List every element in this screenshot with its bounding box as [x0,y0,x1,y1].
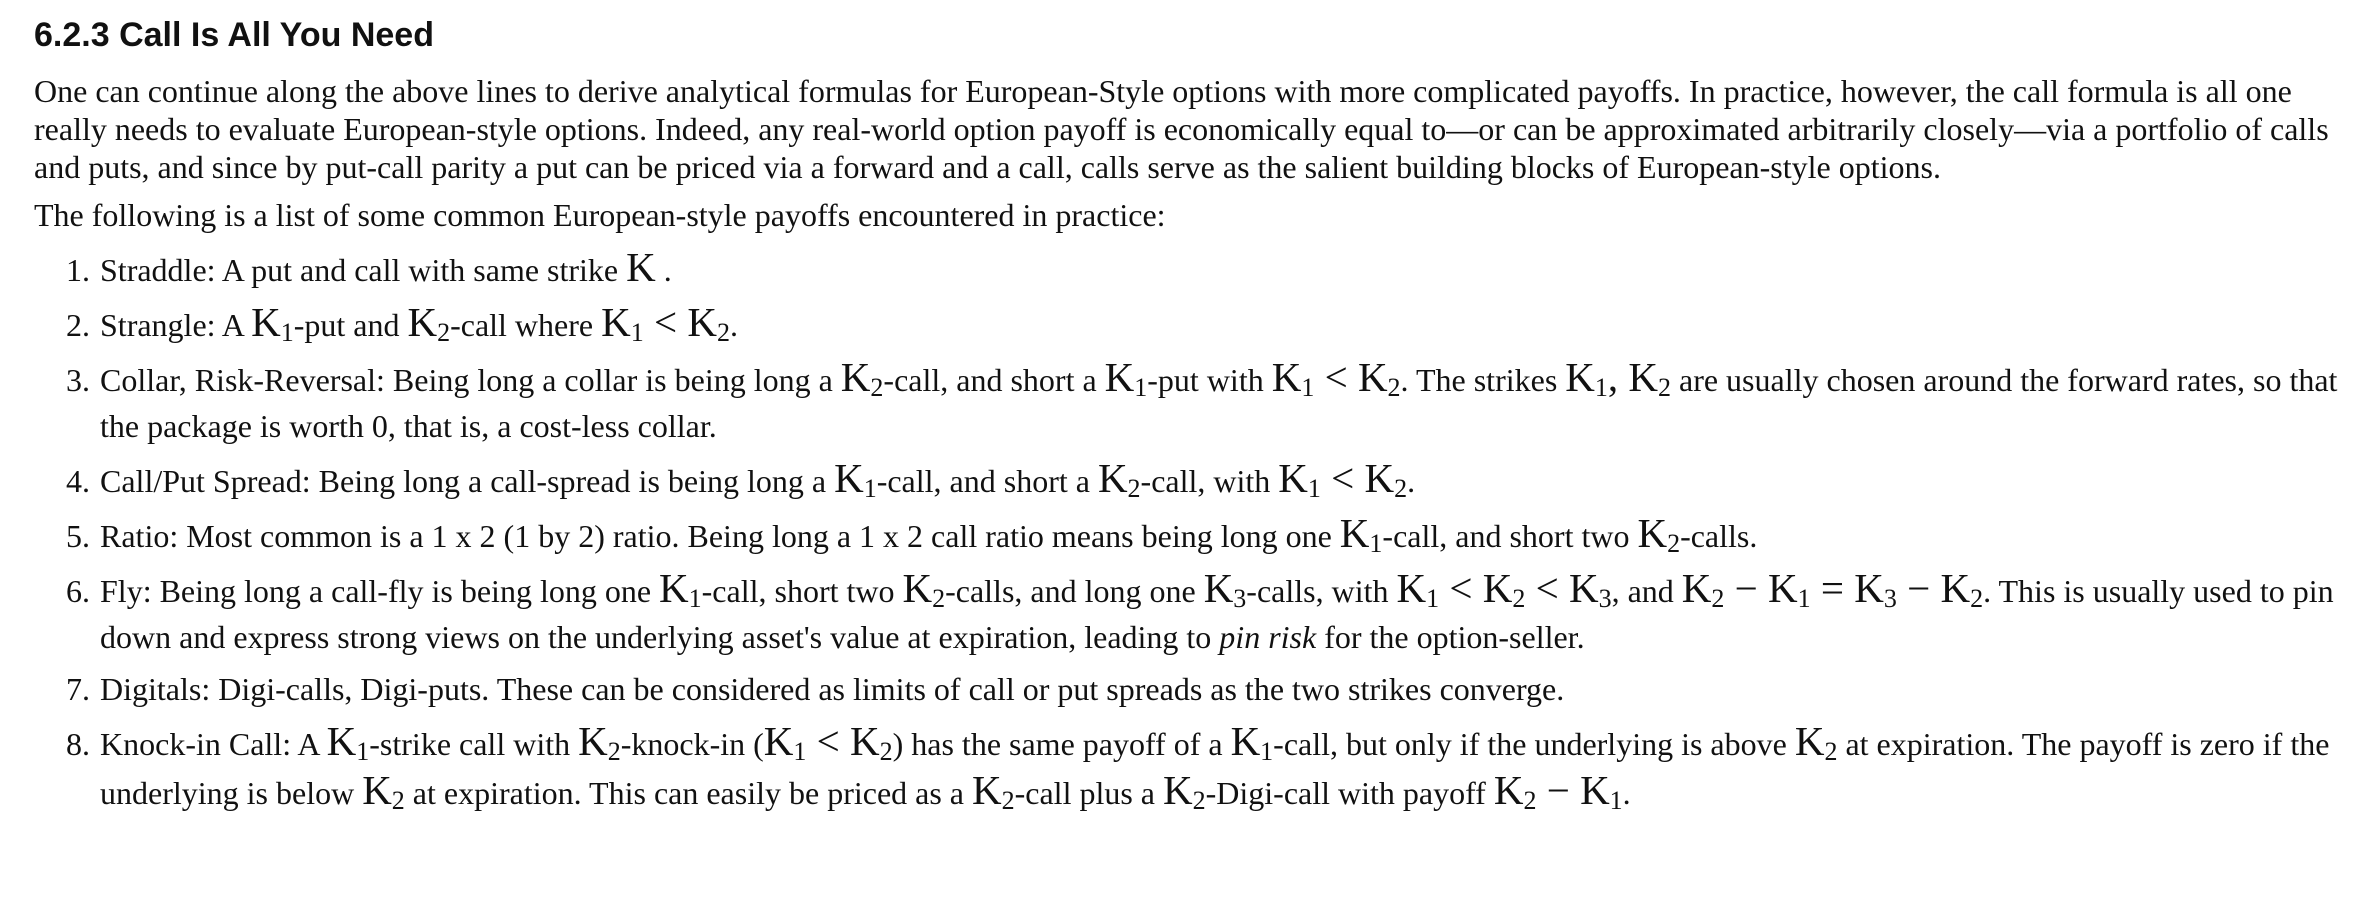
list-item-collar: 3. Collar, Risk-Reversal: Being long a collar is being long a $K_2$-call, and short a $K_1$-put with $K_1 < K_2$. The strikes $K_1$, $K_2$ are usually chosen around the forward rates, so that the package is worth 0, that is, a cost-less collar. [98,354,2339,449]
math-K2: $K_2$ [902,565,946,613]
list-item-fly: 6. Fly: Being long a call-fly is being long one $K_1$-call, short two $K_2$-calls, and long one $K_3$-calls, with $K_1 < K_2 < K_3$, and $K_2 - K_1 = K_3 - K_2$. This is usually used to pin down and express strong views on the underlying asset's value at expiration, leading to pin risk for the option-seller. [98,565,2339,660]
math-K2-minus-K1: $K_2 - K_1$ [1493,767,1623,815]
section-title: 6.2.3 Call Is All You Need [34,16,434,54]
math-K1: $K_1$ [326,718,370,766]
math-K1-lt-K2: $K_1 < K_2$ [1271,354,1401,402]
math-K1: $K_1$ [659,565,702,613]
math-K: K [626,244,656,290]
payoff-list [34,244,2339,816]
list-item-digitals: 7. Digitals: Digi-calls, Digi-puts. These can be considered as limits of call or put spreads as the two strikes converge. [98,666,2339,712]
math-K1-K2: $K_1$, $K_2$ [1565,354,1671,402]
math-K2: $K_2$ [407,299,451,347]
list-item-spread: 4. Call/Put Spread: Being long a call-spread is being long a $K_1$-call, and short a $K_2$-call, with $K_1 < K_2$. [98,455,2339,504]
list-item-straddle: 1. Straddle: A put and call with same strike K . [98,244,2339,293]
math-equal-wings: $K_2 - K_1 = K_3 - K_2$ [1681,565,1984,613]
math-K2: $K_2$ [1637,510,1681,558]
list-item-ratio: 5. Ratio: Most common is a 1 x 2 (1 by 2) ratio. Being long a 1 x 2 call ratio means being long one $K_1$-call, and short two $K_2$-calls. [98,510,2339,559]
list-item-knock-in: 8. Knock-in Call: A $K_1$-strike call with $K_2-knock-in$ $(K_1 < K_2)$ has the same payoff of a $K_1$-call, but only if the underlying is above $K_2$ at expiration. The payoff is zero if the underlying is below $K_2$ at expiration. This can easily be priced as a $K_2$-call plus a $K_2-Digi$-call with payoff $K_2 - K_1$. [98,718,2339,816]
math-K1: $K_1$ [1230,718,1274,766]
math-K1: $K_1$ [251,299,294,347]
list-item-strangle: 2. Strangle: A $K_1$-put and $K_2$-call where $K_1 < K_2$. [98,299,2339,348]
math-K1-lt-K2: $K_1 < K_2$ [601,299,730,347]
math-K1: $K_1$ [1339,510,1383,558]
math-K2: $K_2$ [1163,767,1206,815]
math-K2: $K_2$ [1097,455,1141,503]
math-K3: $K_3$ [1203,565,1247,613]
list-intro-paragraph: The following is a list of some common European-style payoffs encountered in practice: [34,197,1166,233]
math-K2: $K_2$ [578,718,621,766]
pin-risk-term: pin risk [1219,619,1317,655]
math-K1-lt-K2-lt-K3: $K_1 < K_2 < K_3$ [1396,565,1612,613]
math-K2: $K_2$ [362,767,405,815]
math-K2: $K_2$ [840,354,884,402]
math-K2: $K_2$ [972,767,1015,815]
math-K1-lt-K2: $K_1 < K_2$ [1278,455,1408,503]
intro-paragraph: One can continue along the above lines to derive analytical formulas for European-Style options with more complicated payoffs. In practice, however, the call formula is all one really needs to evaluate European-style options. Indeed, any real-world option payoff is economically equal to—or can be approximated arbitrarily closely—via a portfolio of calls and puts, and since by put-call parity a put can be priced via a forward and a call, calls serve as the salient building blocks of European-style options. [34,73,2329,185]
math-K1: $K_1$ [1104,354,1148,402]
math-K2: $K_2$ [1794,718,1838,766]
math-K1: $K_1$ [834,455,877,503]
math-K1-lt-K2: $K_1 < K_2$ [763,718,893,766]
